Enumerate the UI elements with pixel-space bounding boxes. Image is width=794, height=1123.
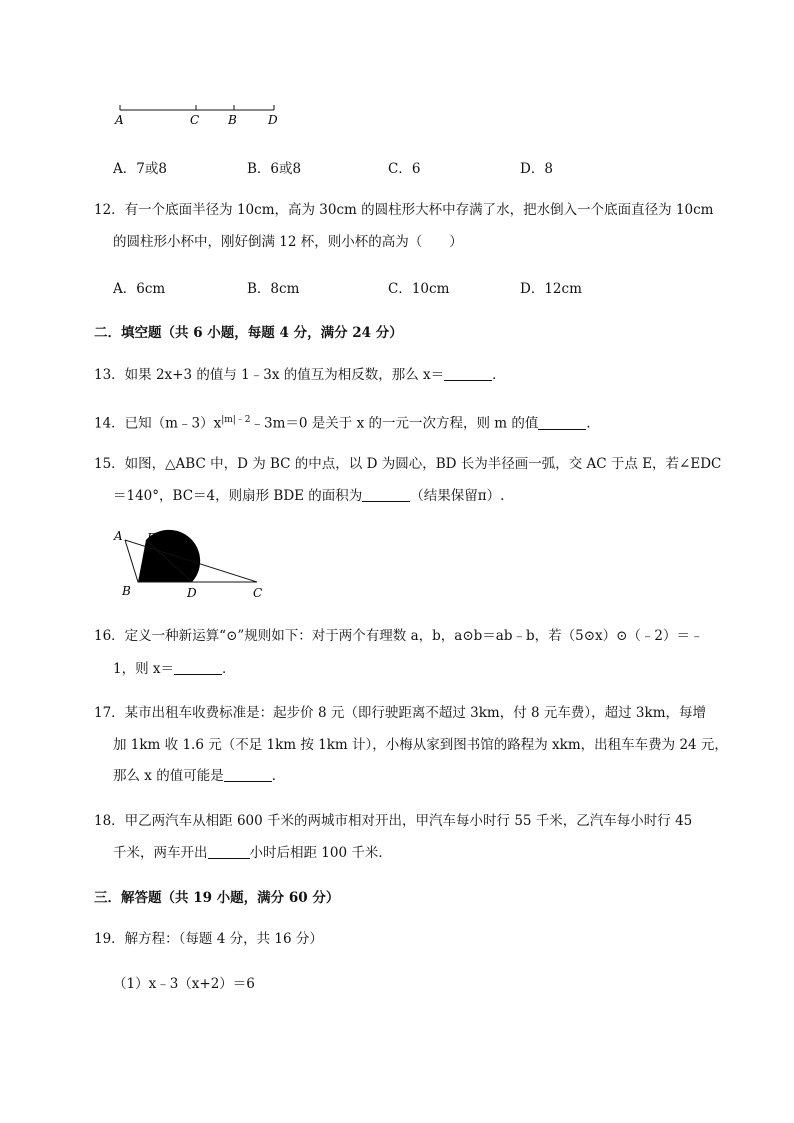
label-d: D — [268, 113, 278, 127]
label-a: A — [114, 529, 123, 543]
q19-title: 19．解方程：（每题 4 分，共 16 分） — [94, 931, 323, 947]
q12-option-c: C．10cm — [388, 281, 450, 297]
q17-blank — [224, 767, 272, 782]
q12-line2: 的圆柱形小杯中，刚好倒满 12 杯，则小杯的高为（ ） — [113, 234, 463, 250]
label-a: A — [115, 113, 124, 127]
q12-line1: 12．有一个底面半径为 10cm，高为 30cm 的圆柱形大杯中存满了水，把水倒入一个底面直径为 10cm — [94, 202, 714, 218]
segment-figure — [110, 100, 290, 130]
triangle-figure — [110, 526, 270, 602]
q18-line2 — [113, 843, 392, 863]
q14-text: 14．已知（m﹣3）x — [94, 415, 222, 432]
label-b: B — [228, 113, 237, 127]
label-b: B — [122, 584, 131, 598]
q13-text: 13．如果 2x+3 的值与 1﹣3x 的值互为相反数，那么 x＝ — [94, 367, 445, 383]
q11-option-a: A．7或8 — [113, 161, 167, 177]
q17-line3 — [113, 766, 285, 786]
q14-exponent: |m|﹣2 — [221, 415, 251, 425]
q15-line2 — [113, 486, 504, 506]
q16-text: 1，则 x＝ — [113, 661, 174, 677]
q13-end: ． — [492, 367, 506, 383]
q11-option-c: C．6 — [388, 161, 421, 177]
q13 — [94, 365, 506, 385]
q17-end: ． — [271, 768, 286, 784]
label-e: E — [147, 531, 156, 545]
q15-line1: 15．如图，△ABC 中，D 为 BC 的中点，以 D 为圆心，BD 长为半径画一弧，交 AC 于点 E，若∠EDC — [94, 456, 722, 472]
q16-end: ． — [222, 661, 236, 677]
q14 — [94, 410, 600, 434]
label-c: C — [190, 113, 200, 127]
q19-sub1: （1）x﹣3（x+2）＝6 — [113, 976, 255, 992]
q16-line2 — [113, 659, 236, 679]
q17-line2: 加 1km 收 1.6 元（不足 1km 按 1km 计），小梅从家到图书馆的路程为 xkm，出租车车费为 24 元， — [113, 737, 728, 753]
label-c: C — [253, 586, 263, 600]
q18-line1: 18．甲乙两汽车从相距 600 千米的两城市相对开出，甲汽车每小时行 55 千米，乙汽车每小时行 45 — [94, 813, 693, 829]
label-d: D — [187, 586, 197, 600]
q14-text-2: ﹣3m＝0 是关于 x 的一元一次方程，则 m 的值 — [250, 415, 539, 432]
q17-text: 那么 x 的值可能是 — [113, 768, 224, 784]
q13-blank — [444, 366, 492, 381]
q15-text: ＝140°，BC＝4，则扇形 BDE 的面积为 — [113, 488, 363, 504]
q15-end: （结果保留π）. — [410, 488, 505, 504]
q12-option-d: D．12cm — [520, 281, 582, 297]
q11-option-b: B．6或8 — [247, 161, 302, 177]
q18-blank — [208, 844, 250, 859]
section-2-heading: 二．填空题（共 6 小题，每题 4 分，满分 24 分） — [94, 325, 403, 341]
q18-text: 千米，两车开出 — [113, 845, 208, 861]
q11-option-d: D．8 — [520, 161, 553, 177]
q15-blank — [362, 487, 410, 502]
q12-option-b: B．8cm — [247, 281, 300, 297]
q16-line1: 16．定义一种新运算“⊙”规则如下：对于两个有理数 a，b，a⊙b＝ab﹣b，若（5⊙x）⊙（﹣2）＝﹣ — [94, 628, 704, 644]
q18-end: 小时后相距 100 千米． — [249, 845, 392, 861]
section-3-heading: 三．解答题（共 19 小题，满分 60 分） — [94, 890, 340, 906]
q14-blank — [538, 415, 586, 430]
q14-end: ． — [586, 415, 600, 432]
q16-blank — [174, 660, 222, 675]
q17-line1: 17．某市出租车收费标准是：起步价 8 元（即行驶距离不超过 3km，付 8 元车费），超过 3km，每增 — [94, 705, 706, 721]
q12-option-a: A．6cm — [113, 281, 166, 297]
